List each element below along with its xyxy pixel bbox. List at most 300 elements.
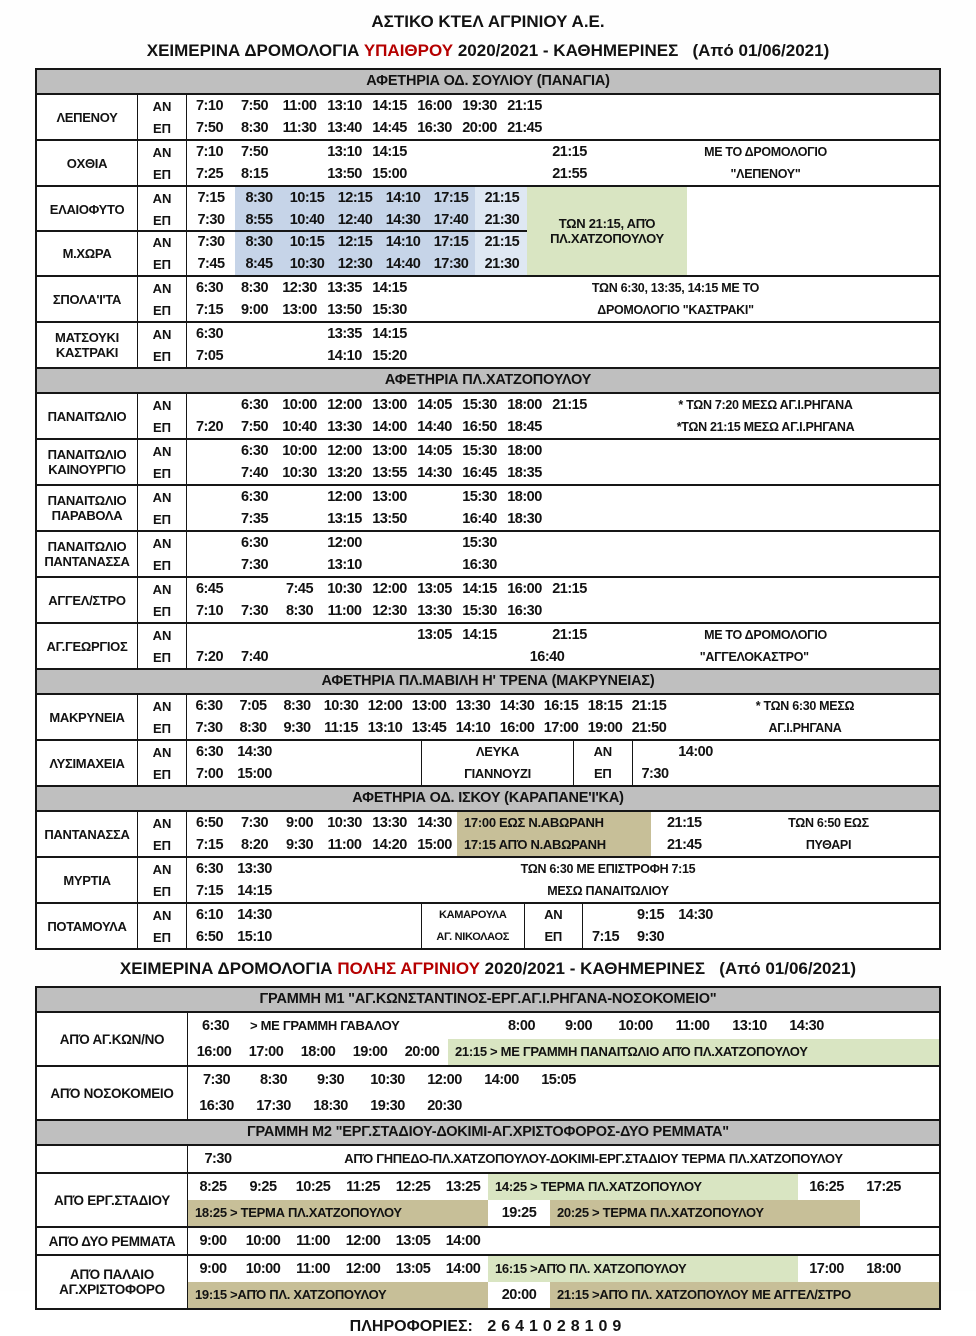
time-cell: 7:10 — [195, 98, 224, 114]
time-cell: 19:00 — [352, 1044, 388, 1060]
route-label-line: ΑΠΌ ΝΟΣΟΚΟΜΕΙΟ — [50, 1085, 174, 1101]
time-cell: 15:30 — [462, 397, 497, 413]
times-row — [187, 600, 939, 622]
time-cell: 6:10 — [195, 907, 224, 923]
time-cell: 14:15 — [372, 280, 407, 296]
timetable-section — [37, 785, 939, 948]
time-cell: 8:30 — [235, 231, 283, 253]
time-cell: 15:30 — [462, 489, 497, 505]
direction-cell: ΕΠ — [152, 419, 172, 435]
time-cell: 16:00 — [499, 720, 535, 736]
times-row — [187, 299, 939, 321]
time-cell: 6:30 — [240, 489, 269, 505]
gap-cell — [187, 624, 412, 646]
time-cell: 8:30 — [235, 187, 283, 209]
time-cell: 13:10 — [327, 144, 362, 160]
sub-destination-cell: ΓΙΑΝΝΟΥΖΙ — [421, 763, 574, 785]
direction-column — [138, 624, 187, 668]
time-cell: 10:30 — [323, 698, 359, 714]
route-label — [37, 695, 138, 739]
time-cell: 7:30 — [195, 720, 223, 736]
direction-cell: ΑΝ — [152, 907, 172, 923]
direction-column — [138, 277, 187, 321]
time-cell: 14:30 — [499, 698, 535, 714]
note-cell: ΔΡΟΜΟΛΟΓΙΟ "ΚΑΣΤΡΑΚΙ" — [597, 303, 754, 317]
time-cell: 21:15 > ΜΕ ΓΡΑΜΜΗ ΠΑΝΑΙΤΩΛΙΟ ΑΠΌ ΠΛ.ΧΑΤΖΟΠΟΥΛΟΥ — [448, 1039, 939, 1065]
section-header: ΓΡΑΜΜΗ Μ1 "ΑΓ.ΚΩΝΣΤΑΝΤΙΝΟΣ-ΕΡΓ.ΑΓ.Ι.ΡΗΓΑΝΑ-ΝΟΣΟΚΟΜΕΙΟ" — [37, 988, 939, 1013]
time-cell: 15:30 — [462, 443, 497, 459]
time-cell: 11:25 — [346, 1179, 380, 1195]
direction-cell: ΑΝ — [152, 397, 172, 413]
time-cell: 6:45 — [195, 581, 224, 597]
time-cell: 14:00 — [445, 1261, 481, 1277]
direction-cell: ΑΝ — [152, 326, 172, 342]
times-row — [188, 1067, 939, 1093]
gap-cell — [277, 741, 421, 763]
time-cell: 15:00 — [237, 766, 272, 782]
times-row — [187, 812, 939, 834]
time-cell: 8:30 — [283, 698, 311, 714]
time-cell: 18:15 — [587, 698, 623, 714]
times-area — [187, 812, 939, 856]
time-cell: 16:00 — [417, 98, 452, 114]
note-cell: * ΤΩΝ 6:30 ΜΕΣΩ — [755, 699, 855, 713]
time-cell: 6:30 — [195, 326, 224, 342]
times-row — [188, 1228, 939, 1254]
time-cell: 21:45 — [666, 837, 702, 853]
note-cell: *ΤΩΝ 21:15 ΜΕΣΩ ΑΓ.Ι.ΡΗΓΑΝΑ — [676, 420, 855, 434]
time-cell: 14:00 — [484, 1072, 519, 1088]
direction-cell: ΕΠ — [152, 511, 172, 527]
route-group — [37, 1065, 939, 1119]
time-cell: 7:15 — [195, 837, 224, 853]
time-cell: 7:30 — [197, 212, 225, 228]
time-cell: 7:30 — [240, 815, 269, 831]
time-cell: 13:45 — [411, 720, 447, 736]
route-label-line: ΠΑΝΑΙΤΩΛΙΟ — [47, 493, 127, 508]
time-cell: > ΜΕ ΓΡΑΜΜΗ ΓΑΒΑΛΟΥ — [250, 1018, 400, 1033]
time-cell: 7:25 — [195, 166, 224, 182]
time-cell: 9:00 — [240, 302, 269, 318]
route-label — [37, 1146, 188, 1172]
route-group — [37, 95, 939, 139]
times-row — [187, 462, 939, 484]
time-cell: 12:00 — [345, 1261, 381, 1277]
route-label-line: ΚΑΙΝΟΥΡΓΙΟ — [48, 462, 126, 477]
gap-cell — [187, 394, 232, 416]
direction-column — [138, 141, 187, 185]
time-cell: 13:35 — [327, 326, 362, 342]
times-row — [187, 117, 939, 139]
time-cell: 13:05 — [395, 1261, 431, 1277]
route-block — [37, 624, 939, 668]
direction-cell: ΕΠ — [152, 120, 172, 136]
time-cell: 21:15 — [666, 815, 702, 831]
time-cell: 12:30 — [331, 253, 379, 275]
time-cell: 7:20 — [195, 419, 224, 435]
times-row — [187, 95, 939, 117]
times-row — [187, 646, 939, 668]
time-cell: 10:30 — [327, 815, 362, 831]
route-label — [37, 277, 138, 321]
time-cell: 20:00 — [501, 1287, 537, 1303]
route-label-line: ΑΓΓΕΛ/ΣΤΡΟ — [48, 592, 126, 608]
route-group — [37, 1226, 939, 1254]
route-label — [37, 812, 138, 856]
time-cell: 21:30 — [475, 253, 529, 275]
time-cell: 6:50 — [195, 929, 224, 945]
time-cell: 14:15 — [462, 627, 497, 643]
note-cell: "ΛΕΠΕΝΟΥ" — [730, 167, 801, 181]
route-group — [37, 438, 939, 484]
time-cell: 7:30 — [641, 766, 669, 782]
times-row — [187, 880, 939, 902]
route-label — [37, 904, 138, 948]
time-cell: 14:10 — [327, 348, 362, 364]
direction-column — [138, 532, 187, 576]
route-block — [37, 741, 939, 785]
times-row — [187, 904, 939, 926]
time-cell: 13:55 — [372, 465, 407, 481]
footer — [0, 1318, 976, 1336]
time-cell: 20:00 — [404, 1044, 440, 1060]
direction-column — [138, 904, 187, 948]
direction-cell: ΑΝ — [152, 489, 172, 505]
times-row — [187, 741, 939, 763]
note-cell: ΜΕΣΩ ΠΑΝΑΙΤΩΛΙΟΥ — [547, 884, 669, 898]
time-cell: 16:30 — [462, 557, 497, 573]
route-label-line: ΠΑΝΤΑΝΑΣΣΑ — [44, 554, 130, 569]
direction-cell: ΑΝ — [152, 234, 172, 250]
route-block — [37, 1013, 939, 1065]
route-label-line: ΜΥΡΤΙΑ — [63, 872, 111, 888]
time-cell: 10:30 — [370, 1072, 405, 1088]
time-cell: 21:15 — [552, 397, 587, 413]
times-row — [187, 858, 939, 880]
route-label-line: ΠΑΡΑΒΟΛΑ — [51, 508, 123, 523]
time-cell: 15:30 — [372, 302, 407, 318]
note-cell: ΤΩΝ 6:50 ΕΩΣ — [788, 816, 869, 830]
time-cell: 19:00 — [587, 720, 623, 736]
time-cell: 7:15 — [195, 883, 224, 899]
times-row — [188, 1256, 939, 1282]
time-cell: 10:00 — [282, 397, 317, 413]
time-cell: 17:15 — [427, 187, 475, 209]
route-block — [37, 95, 939, 139]
gap-cell — [633, 741, 674, 763]
direction-column — [138, 858, 187, 902]
time-cell: 12:30 — [282, 280, 317, 296]
route-label — [37, 1013, 188, 1065]
route-label — [37, 95, 138, 139]
page-title: ΑΣΤΙΚΟ ΚΤΕΛ ΑΓΡΙΝΙΟΥ Α.Ε. — [371, 12, 605, 31]
route-block — [37, 187, 939, 231]
direction-cell: ΑΝ — [152, 744, 172, 760]
time-cell: 8:25 — [199, 1179, 227, 1195]
time-cell: 12:00 — [327, 397, 362, 413]
time-cell: 6:30 — [240, 443, 269, 459]
direction-cell: ΑΝ — [152, 190, 172, 206]
time-cell: 16:25 — [809, 1179, 844, 1195]
rural-subtitle-post: 2020/2021 - ΚΑΘΗΜΕΡΙΝΕΣ (Από 01/06/2021) — [457, 41, 830, 60]
route-label-line: ΚΑΣΤΡΑΚΙ — [55, 345, 119, 360]
time-cell: 13:50 — [372, 511, 407, 527]
direction-cell: ΑΝ — [152, 698, 172, 714]
times-area — [187, 141, 939, 185]
time-cell: 15:30 — [462, 535, 497, 551]
route-label — [37, 141, 138, 185]
time-cell: 7:50 — [240, 144, 269, 160]
route-group — [37, 902, 939, 948]
time-cell: 6:30 — [201, 1018, 230, 1034]
time-cell: ΑΠΌ ΓΗΠΕΔΟ-ΠΛ.ΧΑΤΖΟΠΟΥΛΟΥ-ΔΟΚΙΜΙ-ΕΡΓ.ΣΤΑΔΙΟΥ ΤΕΡΜΑ ΠΛ.ΧΑΤΖΟΠΟΥΛΟΥ — [344, 1151, 843, 1166]
direction-cell: ΕΠ — [152, 766, 172, 782]
time-cell: 13:20 — [327, 465, 362, 481]
time-cell: 14:30 — [417, 815, 452, 831]
time-cell: 14:45 — [372, 120, 407, 136]
route-group — [37, 321, 939, 367]
time-cell: 16:15 — [543, 698, 579, 714]
gap-cell — [367, 554, 457, 576]
direction-cell: ΕΠ — [152, 883, 172, 899]
time-cell: 13:00 — [411, 698, 447, 714]
direction-cell: ΑΝ — [152, 144, 172, 160]
time-cell: 8:30 — [240, 120, 269, 136]
times-area — [187, 904, 939, 948]
time-cell: 12:15 — [331, 187, 379, 209]
times-area — [188, 1013, 939, 1065]
route-label — [37, 741, 138, 785]
route-group — [37, 185, 939, 275]
route-block — [37, 394, 939, 438]
section-header: ΑΦΕΤΗΡΙΑ ΟΔ. ΣΟΥΛΙΟΥ (ΠΑΝΑΓΙΑ) — [37, 70, 939, 95]
note-cell: ΜΕ ΤΟ ΔΡΟΜΟΛΟΓΙΟ — [704, 145, 827, 159]
time-cell: 14:30 — [237, 744, 272, 760]
green-note-overlay — [527, 187, 687, 275]
time-cell: 7:15 — [197, 190, 225, 206]
time-cell: 9:30 — [283, 720, 311, 736]
overlay-note-line: ΤΩΝ 21:15, ΑΠΌ — [558, 216, 656, 231]
route-block — [37, 141, 939, 185]
route-label — [37, 858, 138, 902]
time-cell: 16:15 >ΑΠΌ ΠΛ. ΧΑΤΖΟΠΟΥΛΟΥ — [488, 1256, 798, 1282]
times-row — [187, 440, 939, 462]
sub-destination-cell: 19:15 >ΑΠΌ ΠΛ. ΧΑΤΖΟΠΟΥΛΟΥ — [188, 1282, 488, 1308]
time-cell: 14:15 — [372, 144, 407, 160]
time-cell: 16:00 — [196, 1044, 232, 1060]
times-row — [187, 416, 939, 438]
route-group — [37, 275, 939, 321]
time-cell: 14:15 — [372, 98, 407, 114]
time-cell: 21:15 — [507, 98, 542, 114]
times-area — [187, 858, 939, 902]
times-row — [188, 1174, 939, 1200]
times-row — [187, 554, 939, 576]
direction-column — [138, 440, 187, 484]
overlay-note-line: ΠΛ.ΧΑΤΖΟΠΟΥΛΟΥ — [550, 231, 664, 246]
time-cell: 16:40 — [462, 511, 497, 527]
time-cell: 17:30 — [427, 253, 475, 275]
route-label-line: ΜΑΤΣΟΥΚΙ — [55, 330, 119, 345]
times-row — [188, 1146, 939, 1172]
times-row — [188, 1013, 939, 1039]
times-row — [187, 486, 939, 508]
time-cell: 13:10 — [327, 98, 362, 114]
time-cell: 6:30 — [195, 861, 224, 877]
section-header: ΑΦΕΤΗΡΙΑ ΠΛ.ΧΑΤΖΟΠΟΥΛΟΥ — [37, 367, 939, 394]
sub-destination-cell: 21:15 >ΑΠΌ ΠΛ. ΧΑΤΖΟΠΟΥΛΟΥ ΜΕ ΑΓΓΕΛ/ΣΤΡΟ — [550, 1282, 939, 1308]
direction-cell: ΕΠ — [152, 348, 172, 364]
time-cell: 7:50 — [240, 98, 269, 114]
route-group — [37, 812, 939, 856]
times-row — [188, 1039, 939, 1065]
sub-destination-cell: 17:00 ΕΩΣ Ν.ΑΒΩΡΑΝΗ — [457, 812, 651, 834]
time-cell: 7:20 — [195, 649, 224, 665]
times-area — [187, 624, 939, 668]
route-label — [37, 187, 138, 231]
route-block — [37, 486, 939, 530]
time-cell: 21:15 — [475, 187, 529, 209]
time-cell: 16:30 — [507, 603, 542, 619]
time-cell: 9:00 — [199, 1261, 227, 1277]
route-label-line: ΠΑΝΑΙΤΩΛΙΟ — [47, 447, 127, 462]
time-cell: 21:15 — [552, 581, 587, 597]
time-cell: 13:50 — [327, 166, 362, 182]
city-subtitle-highlight: ΠΟΛΗΣ ΑΓΡΙΝΙΟΥ — [337, 959, 480, 978]
time-cell: 20:30 — [427, 1098, 462, 1114]
time-cell: 9:15 — [636, 907, 665, 923]
gap-cell — [232, 345, 322, 367]
time-cell: 14:00 — [372, 419, 407, 435]
note-cell: ΜΕ ΤΟ ΔΡΟΜΟΛΟΓΙΟ — [704, 628, 827, 642]
times-area — [188, 1174, 939, 1226]
time-cell: 17:00 — [809, 1261, 844, 1277]
time-cell: 16:40 — [529, 649, 565, 665]
time-cell: 7:45 — [197, 256, 225, 272]
time-cell: 18:00 — [507, 489, 542, 505]
time-cell: 8:30 — [285, 603, 314, 619]
times-area — [187, 323, 939, 367]
time-cell: 16:50 — [462, 419, 497, 435]
direction-column — [138, 95, 187, 139]
time-cell: 11:00 — [327, 837, 362, 853]
time-cell: 18:45 — [507, 419, 542, 435]
time-cell: 8:45 — [235, 253, 283, 275]
route-block — [37, 904, 939, 948]
time-cell: 13:30 — [237, 861, 272, 877]
direction-cell: ΑΝ — [152, 535, 172, 551]
direction-cell: ΕΠ — [152, 837, 172, 853]
time-cell: 20:00 — [462, 120, 497, 136]
times-row — [187, 763, 939, 785]
time-cell: 14:15 — [237, 883, 272, 899]
time-cell: 13:05 — [395, 1233, 431, 1249]
route-group — [37, 1013, 939, 1065]
route-label — [37, 231, 138, 275]
time-cell: 7:50 — [195, 120, 224, 136]
time-cell: 7:15 — [591, 929, 620, 945]
times-row — [187, 926, 939, 948]
time-cell: 6:30 — [195, 744, 224, 760]
time-cell: 7:30 — [240, 603, 269, 619]
route-label — [37, 323, 138, 367]
route-label-line: ΑΠΌ ΠΑΛΑΙΟ — [70, 1267, 154, 1282]
route-label — [37, 394, 138, 438]
time-cell: 13:35 — [327, 280, 362, 296]
times-area — [187, 532, 939, 576]
times-area — [188, 1146, 939, 1172]
time-cell: 9:25 — [249, 1179, 277, 1195]
direction-cell: ΕΠ — [152, 720, 172, 736]
route-block — [37, 532, 939, 576]
time-cell: 6:30 — [195, 280, 224, 296]
time-cell: 11:00 — [675, 1018, 710, 1034]
times-area — [187, 578, 939, 622]
time-cell: 7:45 — [285, 581, 314, 597]
note-cell: ΤΩΝ 6:30 ΜΕ ΕΠΙΣΤΡΟΦΗ 7:15 — [520, 862, 696, 876]
time-cell: 14:05 — [417, 443, 452, 459]
rural-subtitle-highlight: ΥΠΑΙΘΡΟΥ — [363, 41, 454, 60]
time-cell: 18:35 — [507, 465, 542, 481]
time-cell: 9:30 — [316, 1072, 345, 1088]
gap-cell — [277, 646, 525, 668]
gap-cell — [232, 578, 277, 600]
time-cell: 12:00 — [327, 535, 362, 551]
time-cell: 14:10 — [455, 720, 491, 736]
time-cell: 15:05 — [541, 1072, 576, 1088]
direction-cell: ΑΝ — [152, 443, 172, 459]
times-row — [187, 163, 939, 185]
time-cell: 7:30 — [202, 1072, 231, 1088]
time-cell: 19:30 — [462, 98, 497, 114]
time-cell: 6:30 — [195, 698, 223, 714]
time-cell: 12:30 — [372, 603, 407, 619]
direction-cell: ΕΠ — [152, 649, 172, 665]
time-cell: 13:30 — [417, 603, 452, 619]
route-label-line: ΑΓ.ΧΡΙΣΤΟΦΟΡΟ — [59, 1282, 165, 1297]
route-block — [37, 695, 939, 739]
direction-cell: ΕΠ — [152, 256, 172, 272]
times-row — [188, 1282, 939, 1308]
route-label-line: ΕΛΑΙΟΦΥΤΟ — [49, 201, 125, 217]
timetable-section — [37, 70, 939, 367]
sub-destination-cell: 18:25 > ΤΕΡΜΑ ΠΛ.ΧΑΤΖΟΠΟΥΛΟΥ — [188, 1200, 488, 1226]
time-cell: 18:30 — [507, 511, 542, 527]
route-label — [37, 624, 138, 668]
times-area — [187, 277, 939, 321]
time-cell: 14:30 — [789, 1018, 824, 1034]
route-label-line: ΑΠΌ ΕΡΓ.ΣΤΑΔΙΟΥ — [54, 1192, 170, 1208]
gap-cell — [277, 508, 322, 530]
gap-cell — [412, 163, 547, 185]
times-row — [187, 394, 939, 416]
gap-cell — [412, 508, 457, 530]
route-group — [37, 484, 939, 530]
time-cell: 11:00 — [296, 1261, 330, 1277]
direction-cell: ΑΝ — [152, 627, 172, 643]
times-row — [187, 323, 939, 345]
time-cell: 15:00 — [417, 837, 452, 853]
time-cell: 11:00 — [327, 603, 362, 619]
time-cell: 14:30 — [237, 907, 272, 923]
time-cell: 14:25 > ΤΕΡΜΑ ΠΛ.ΧΑΤΖΟΠΟΥΛΟΥ — [488, 1174, 798, 1200]
time-cell: 6:50 — [195, 815, 224, 831]
time-cell: 10:30 — [327, 581, 362, 597]
times-row — [188, 1093, 939, 1119]
route-group — [37, 695, 939, 739]
direction-cell: ΑΝ — [152, 861, 172, 877]
route-label — [37, 1256, 188, 1308]
